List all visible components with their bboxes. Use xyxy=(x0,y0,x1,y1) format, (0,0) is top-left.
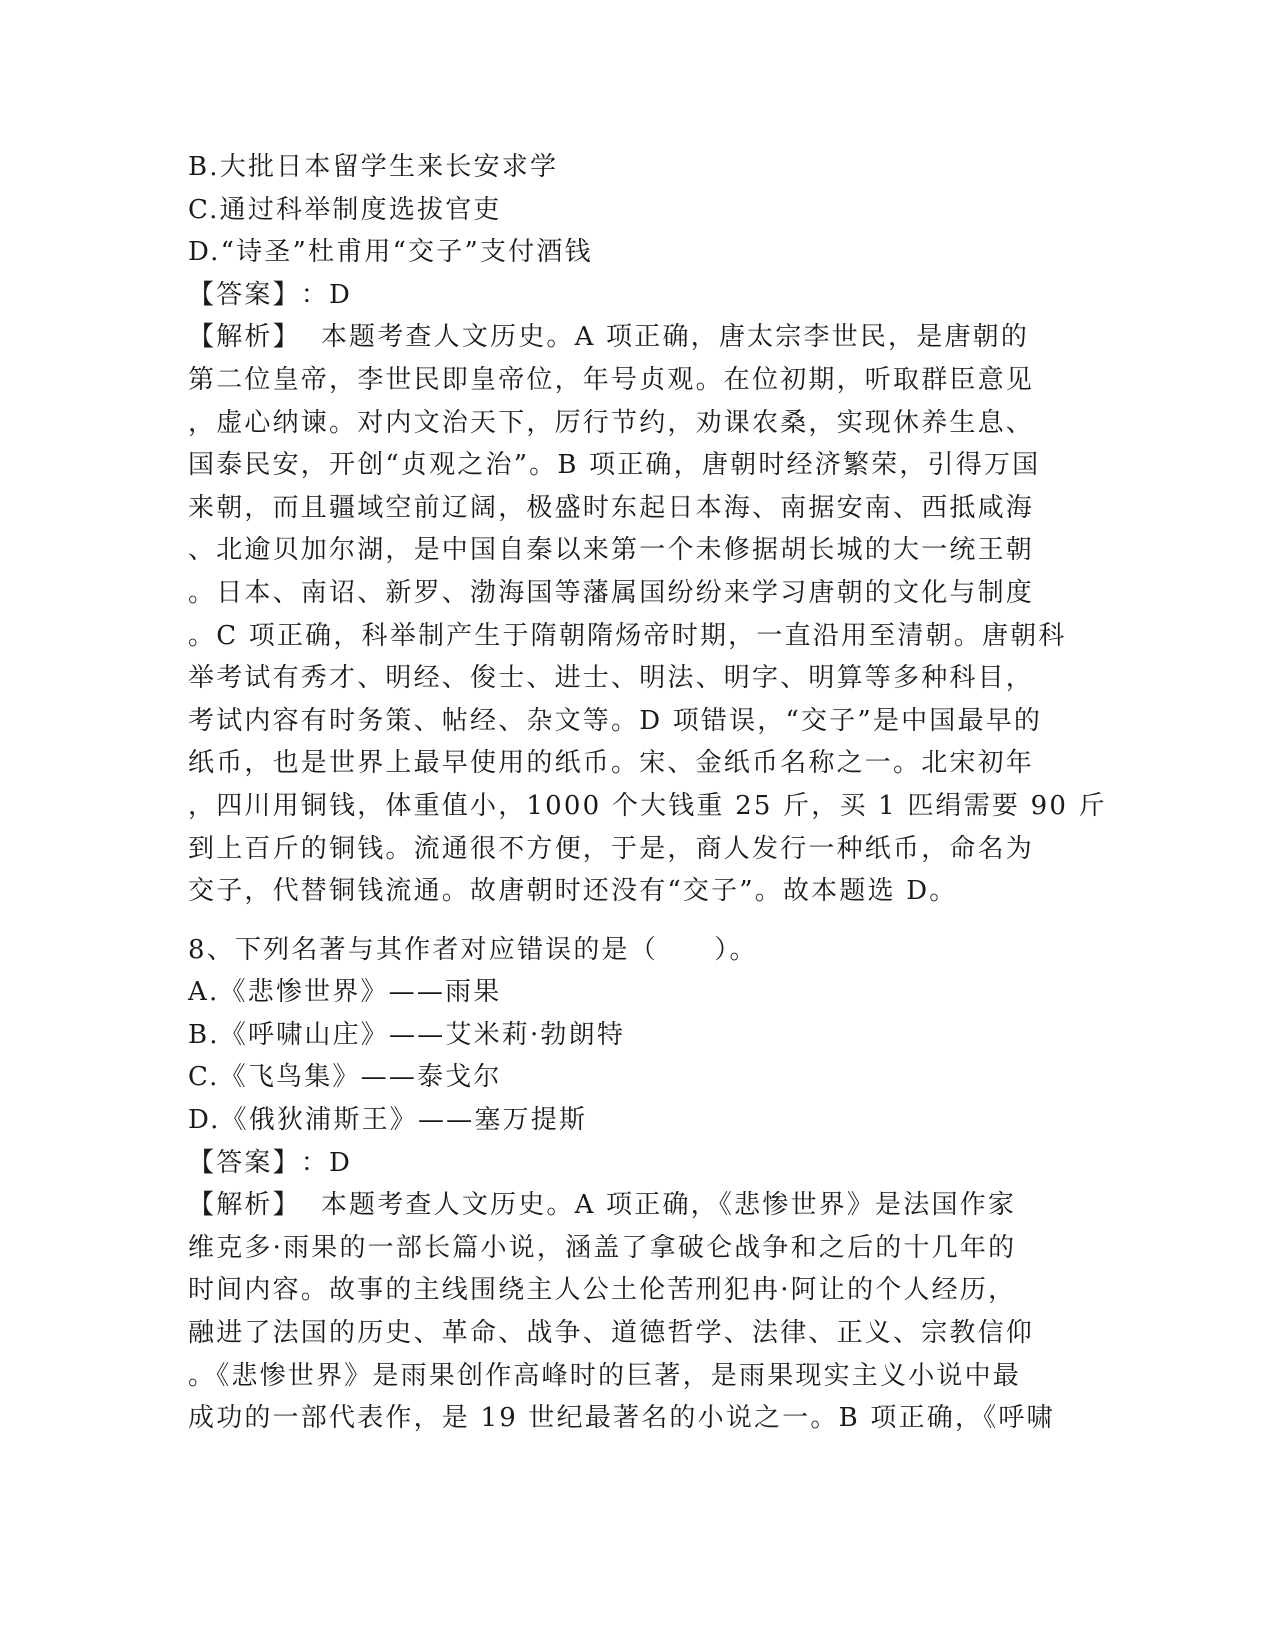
analysis-text: 时间内容。故事的主线围绕主人公土伦苦刑犯冉·阿让的个人经历， xyxy=(188,1275,1017,1306)
analysis-text: 。《悲惨世界》是雨果创作高峰时的巨著，是雨果现实主义小说中最 xyxy=(188,1360,1022,1391)
analysis-text: 、北逾贝加尔湖，是中国自秦以来第一个未修据胡长城的大一统王朝 xyxy=(188,535,1035,566)
analysis-text: 成功的一部代表作，是 19 世纪最著名的小说之一。B 项正确，《呼啸 xyxy=(188,1403,1055,1434)
analysis-text: 交子，代替铜钱流通。故唐朝时还没有“交子”。故本题选 D。 xyxy=(188,876,958,907)
analysis-label: 【解析】 xyxy=(188,322,301,353)
analysis-label: 【解析】 xyxy=(188,1190,301,1221)
answer-line xyxy=(188,1142,1088,1185)
question-stem: 8、下列名著与其作者对应错误的是（ ）。 xyxy=(188,934,758,965)
answer-line xyxy=(188,274,1088,317)
option-c: C.《飞鸟集》——泰戈尔 xyxy=(188,1062,502,1093)
answer-value: ：D xyxy=(300,279,353,310)
option-d: D.《俄狄浦斯王》——塞万提斯 xyxy=(188,1105,588,1136)
analysis-line xyxy=(188,316,1088,359)
option-b: B.《呼啸山庄》——艾米莉·勃朗特 xyxy=(188,1019,626,1050)
option-d: D.“诗圣”杜甫用“交子”支付酒钱 xyxy=(188,237,593,268)
option-a: A.《悲惨世界》——雨果 xyxy=(188,977,502,1008)
spacer xyxy=(188,913,1088,929)
analysis-text: 考试内容有时务策、帖经、杂文等。D 项错误，“交子”是中国最早的 xyxy=(188,705,1043,736)
analysis-text: 维克多·雨果的一部长篇小说，涵盖了拿破仑战争和之后的十几年的 xyxy=(188,1232,1017,1263)
analysis-text: 。日本、南诏、新罗、渤海国等藩属国纷纷来学习唐朝的文化与制度 xyxy=(188,577,1035,608)
analysis-text: 国泰民安，开创“贞观之治”。B 项正确，唐朝时经济繁荣，引得万国 xyxy=(188,450,1041,481)
answer-label: 【答案】 xyxy=(188,279,301,310)
analysis-text: 融进了法国的历史、革命、战争、道德哲学、法律、正义、宗教信仰 xyxy=(188,1318,1035,1349)
analysis-text: 来朝，而且疆域空前辽阔，极盛时东起日本海、南据安南、西抵咸海 xyxy=(188,492,1035,523)
document-page xyxy=(188,146,1107,1440)
answer-label: 【答案】 xyxy=(188,1147,301,1178)
analysis-text: ，虚心纳谏。对内文治天下，厉行节约，劝课农桑，实现休养生息、 xyxy=(188,407,1035,438)
option-c: C.通过科举制度选拔官吏 xyxy=(188,194,502,225)
analysis-text: 。C 项正确，科举制产生于隋朝隋炀帝时期，一直沿用至清朝。唐朝科 xyxy=(188,620,1067,651)
analysis-text: 纸币，也是世界上最早使用的纸币。宋、金纸币名称之一。北宋初年 xyxy=(188,748,1035,779)
analysis-text: ，四川用铜钱，体重值小，1000 个大钱重 25 斤，买 1 匹绢需要 90 斤 xyxy=(188,790,1107,821)
analysis-text: 本题考查人文历史。A 项正确，唐太宗李世民，是唐朝的 xyxy=(320,322,1030,353)
analysis-text: 到上百斤的铜钱。流通很不方便，于是，商人发行一种纸币，命名为 xyxy=(188,833,1035,864)
analysis-text: 第二位皇帝，李世民即皇帝位，年号贞观。在位初期，听取群臣意见 xyxy=(188,364,1035,395)
analysis-line xyxy=(188,1184,1088,1227)
analysis-text: 本题考查人文历史。A 项正确，《悲惨世界》是法国作家 xyxy=(320,1190,1017,1221)
option-b: B.大批日本留学生来长安求学 xyxy=(188,152,559,182)
answer-value: ：D xyxy=(300,1147,353,1178)
analysis-text: 举考试有秀才、明经、俊士、进士、明法、明字、明算等多种科目， xyxy=(188,663,1035,694)
